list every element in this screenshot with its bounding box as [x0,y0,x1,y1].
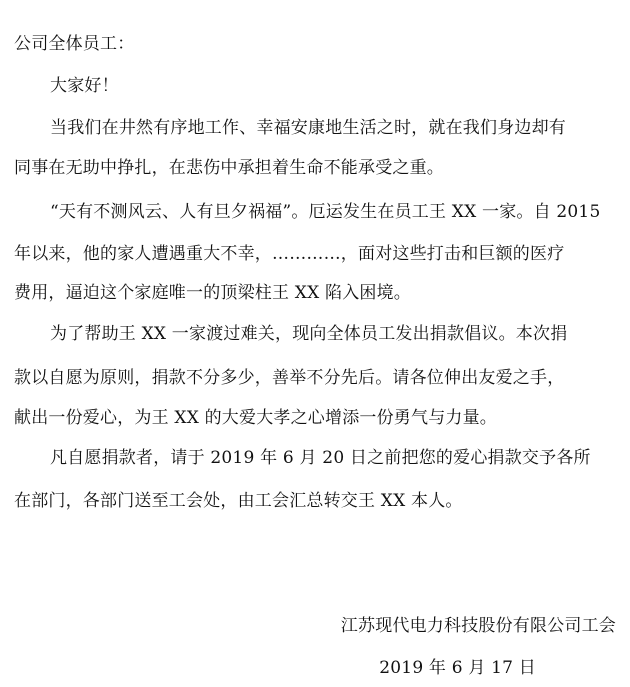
paragraph-line: 款以自愿为原则，捐款不分多少，善举不分先后。请各位伸出友爱之手， [14,368,565,388]
signature-organization: 江苏现代电力科技股份有限公司工会 [340,616,616,636]
paragraph-line: 年以来，他的家人遭遇重大不幸，…………，面对这些打击和巨额的医疗 [14,244,565,264]
paragraph-line: 费用，逼迫这个家庭唯一的顶梁柱王 XX 陷入困境。 [14,283,412,303]
paragraph-line: “天有不测风云、人有旦夕祸福”。厄运发生在员工王 XX 一家。自 2015 [50,202,601,222]
salutation: 公司全体员工： [14,34,135,54]
signature-date: 2019 年 6 月 17 日 [379,658,536,678]
paragraph-line: 为了帮助王 XX 一家渡过难关，现向全体员工发出捐款倡议。本次捐 [50,324,568,344]
paragraph-line: 献出一份爱心，为王 XX 的大爱大孝之心增添一份勇气与力量。 [14,408,498,428]
paragraph-line: 同事在无助中挣扎，在悲伤中承担着生命不能承受之重。 [14,158,444,178]
paragraph-line: 当我们在井然有序地工作、幸福安康地生活之时，就在我们身边却有 [50,118,566,138]
paragraph-line: 凡自愿捐款者，请于 2019 年 6 月 20 日之前把您的爱心捐款交予各所 [50,448,591,468]
greeting: 大家好！ [50,76,119,96]
paragraph-line: 在部门，各部门送至工会处，由工会汇总转交王 XX 本人。 [14,491,463,511]
